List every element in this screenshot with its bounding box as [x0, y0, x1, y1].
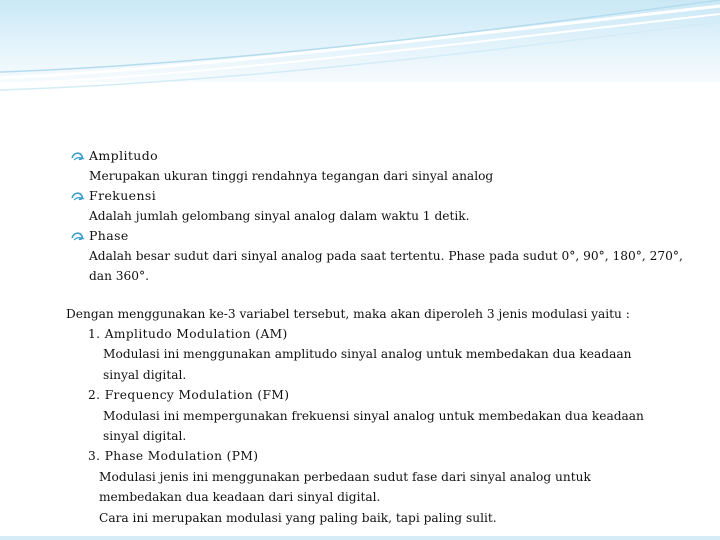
modulation-description-line: sinyal digital.: [103, 429, 187, 444]
bullet-title: Phase: [89, 228, 129, 243]
intro-paragraph: Dengan menggunakan ke-3 variabel tersebut, maka akan diperoleh 3 jenis modulasi yaitu :: [66, 307, 630, 321]
modulation-am: [88, 324, 688, 385]
modulation-fm: [88, 385, 688, 446]
bullet-description: Adalah jumlah gelombang sinyal analog dalam waktu 1 detik.: [89, 209, 470, 223]
modulation-title: 3. Phase Modulation (PM): [88, 449, 259, 464]
bullet-title: Amplitudo: [89, 148, 159, 163]
bullet-description: Adalah besar sudut dari sinyal analog pada saat tertentu. Phase pada sudut 0°, 90°, 180°, 270°, dan 360°.: [89, 249, 683, 283]
modulation-description-line: membedakan dua keadaan dari sinyal digital.: [99, 490, 381, 505]
modulation-title: 2. Frequency Modulation (FM): [88, 388, 290, 403]
swirl-bullet-icon: [70, 228, 86, 244]
footer-line: [0, 536, 720, 540]
modulation-title: 1. Amplitudo Modulation (AM): [88, 327, 288, 341]
bullet-frekuensi: [70, 186, 690, 226]
swirl-bullet-icon: [70, 188, 86, 204]
modulation-description-line: Modulasi jenis ini menggunakan perbedaan sudut fase dari sinyal analog untuk: [99, 469, 591, 484]
bullet-phase: [70, 226, 690, 286]
modulation-list: [88, 324, 688, 528]
bullet-amplitudo: [70, 146, 690, 186]
modulation-description-line: Cara ini merupakan modulasi yang paling baik, tapi paling sulit.: [99, 510, 497, 525]
bullet-title: Frekuensi: [89, 188, 157, 203]
swirl-bullet-icon: [70, 148, 86, 164]
modulation-description-line: Modulasi ini mempergunakan frekuensi sinyal analog untuk membedakan dua keadaan: [103, 408, 644, 423]
modulation-description-line: sinyal digital.: [103, 367, 187, 382]
bullet-list: [70, 146, 690, 286]
modulation-pm: [88, 446, 688, 528]
modulation-description-line: Modulasi ini menggunakan amplitudo sinyal analog untuk membedakan dua keadaan: [103, 347, 632, 362]
bullet-description: Merupakan ukuran tinggi rendahnya tegangan dari sinyal analog: [89, 169, 494, 183]
header-swoosh-decoration: [0, 0, 720, 95]
